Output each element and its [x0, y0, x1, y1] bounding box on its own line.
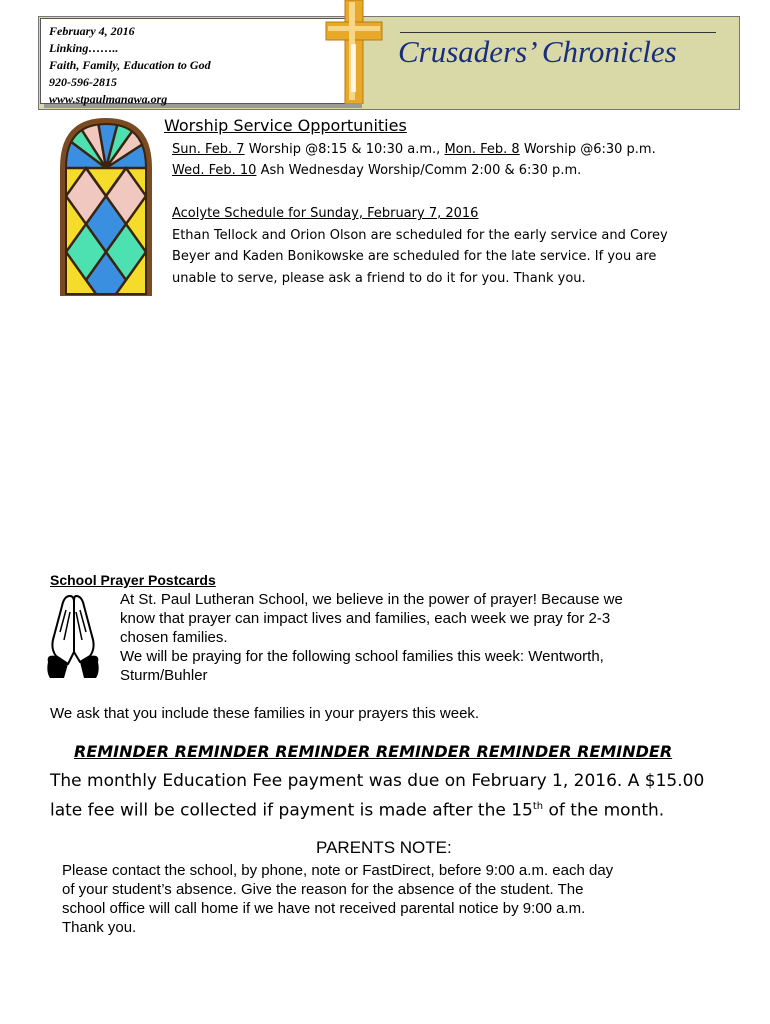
parents-note-line: Thank you. [62, 919, 137, 936]
ordinal-suffix: th [532, 801, 544, 812]
parents-note-line: of your student’s absence. Give the reason for the absence of the student. The [62, 881, 584, 898]
reminder-body [50, 768, 740, 824]
motto: Faith, Family, Education to God [49, 58, 211, 72]
linking-label: Linking…….. [49, 41, 119, 55]
issue-date: February 4, 2016 [49, 24, 135, 38]
parents-note-heading: PARENTS NOTE: [316, 838, 452, 857]
worship-schedule-line-1 [172, 142, 656, 157]
phone-number: 920-596-2815 [49, 75, 117, 89]
website-link[interactable]: www.stpaulmanawa.org [49, 92, 168, 106]
prayer-text-line: know that prayer can impact lives and families, each week we pray for 2-3 [120, 610, 611, 627]
reminder-heading: REMINDER REMINDER REMINDER REMINDER REMINDER REMINDER [74, 742, 673, 761]
prayer-heading: School Prayer Postcards [50, 572, 216, 588]
parents-note-body [62, 861, 732, 937]
newsletter-title: Crusaders’ Chronicles [398, 34, 677, 69]
cross-icon [322, 0, 386, 104]
parents-note-line: school office will call home if we have not received parental notice by 9:00 a.m. [62, 900, 586, 917]
title-rule [400, 32, 716, 33]
prayer-text-line: Sturm/Buhler [120, 667, 208, 684]
prayer-body [120, 590, 720, 685]
acolyte-text-line: unable to serve, please ask a friend to do it for you. Thank you. [172, 271, 586, 286]
service-date: Mon. Feb. 8 [444, 142, 520, 157]
acolyte-heading: Acolyte Schedule for Sunday, February 7, 2016 [172, 206, 479, 221]
service-date: Wed. Feb. 10 [172, 163, 257, 178]
masthead-info-box [40, 18, 358, 104]
prayer-request: We ask that you include these families in your prayers this week. [50, 705, 480, 722]
service-times: Worship @6:30 p.m. [519, 142, 656, 157]
worship-heading: Worship Service Opportunities [164, 116, 407, 135]
stained-glass-window-icon [58, 118, 154, 296]
prayer-text-line: chosen families. [120, 629, 228, 646]
reminder-text: The monthly Education Fee payment was due on February 1, 2016. A $15.00 late fee will be collected if payment is made after the 15 [50, 771, 705, 821]
acolyte-text-line: Ethan Tellock and Orion Olson are scheduled for the early service and Corey [172, 228, 668, 243]
prayer-text-line: At St. Paul Lutheran School, we believe in the power of prayer! Because we [120, 591, 623, 608]
service-times: Worship @8:15 & 10:30 a.m., [244, 142, 445, 157]
prayer-text-line: We will be praying for the following school families this week: Wentworth, [120, 648, 604, 665]
worship-schedule-line-2 [172, 163, 581, 178]
praying-hands-icon [44, 592, 102, 680]
parents-note-line: Please contact the school, by phone, note or FastDirect, before 9:00 a.m. each day [62, 862, 614, 879]
acolyte-text-line: Beyer and Kaden Bonikowske are scheduled for the late service. If you are [172, 249, 657, 264]
service-times: Ash Wednesday Worship/Comm 2:00 & 6:30 p.m. [256, 163, 582, 178]
service-date: Sun. Feb. 7 [172, 142, 245, 157]
reminder-text: of the month. [543, 800, 665, 821]
